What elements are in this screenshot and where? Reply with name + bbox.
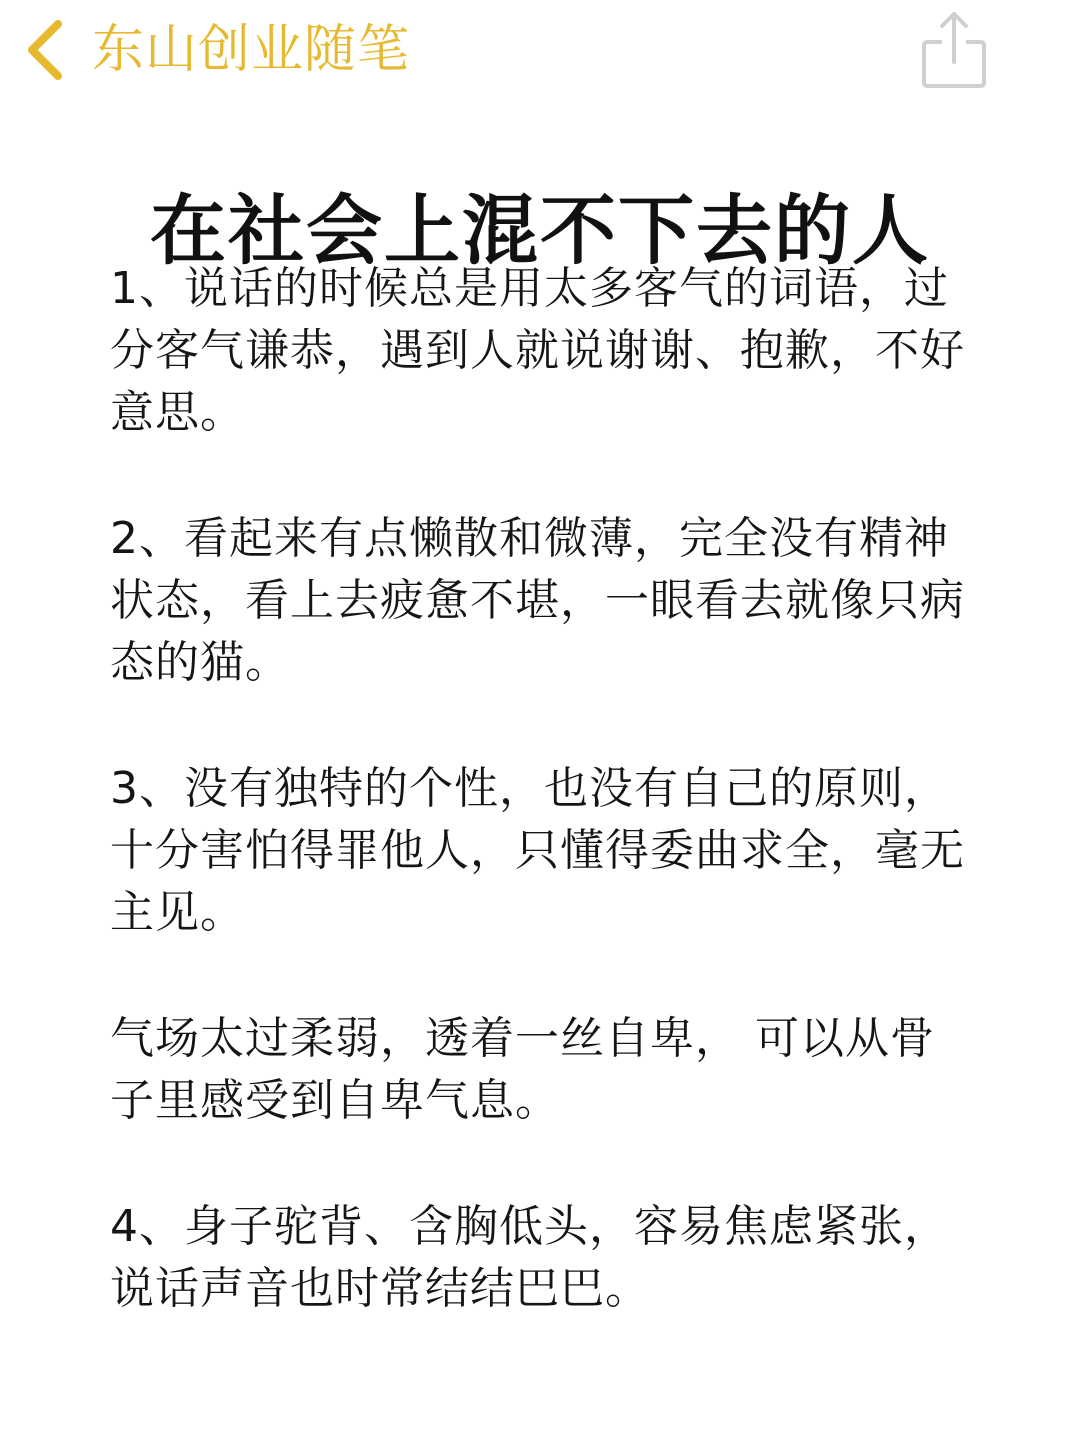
paragraph-3: 3、没有独特的个性，也没有自己的原则，十分害怕得罪他人，只懂得委曲求全，毫无主见。 (110, 763, 965, 938)
share-icon (918, 77, 990, 96)
nav-title: 东山创业随笔 (92, 20, 411, 80)
back-button[interactable] (22, 14, 410, 86)
share-button[interactable] (918, 8, 990, 92)
page-title: 在社会上混不下去的人 (150, 185, 930, 275)
chevron-left-icon (22, 18, 66, 82)
paragraph-1: 1、说话的时候总是用太多客气的词语，过分客气谦恭，遇到人就说谢谢、抱歉，不好意思。 (110, 263, 965, 438)
nav-bar (0, 0, 1080, 110)
article-body (110, 258, 970, 1384)
paragraph-2: 2、看起来有点懒散和微薄，完全没有精神状态，看上去疲惫不堪，一眼看去就像只病态的猫。 (110, 513, 965, 688)
paragraph-4: 气场太过柔弱，透着一丝自卑， 可以从骨子里感受到自卑气息。 (110, 1013, 935, 1126)
paragraph-5: 4、身子驼背、含胸低头，容易焦虑紧张，说话声音也时常结结巴巴。 (110, 1201, 949, 1314)
